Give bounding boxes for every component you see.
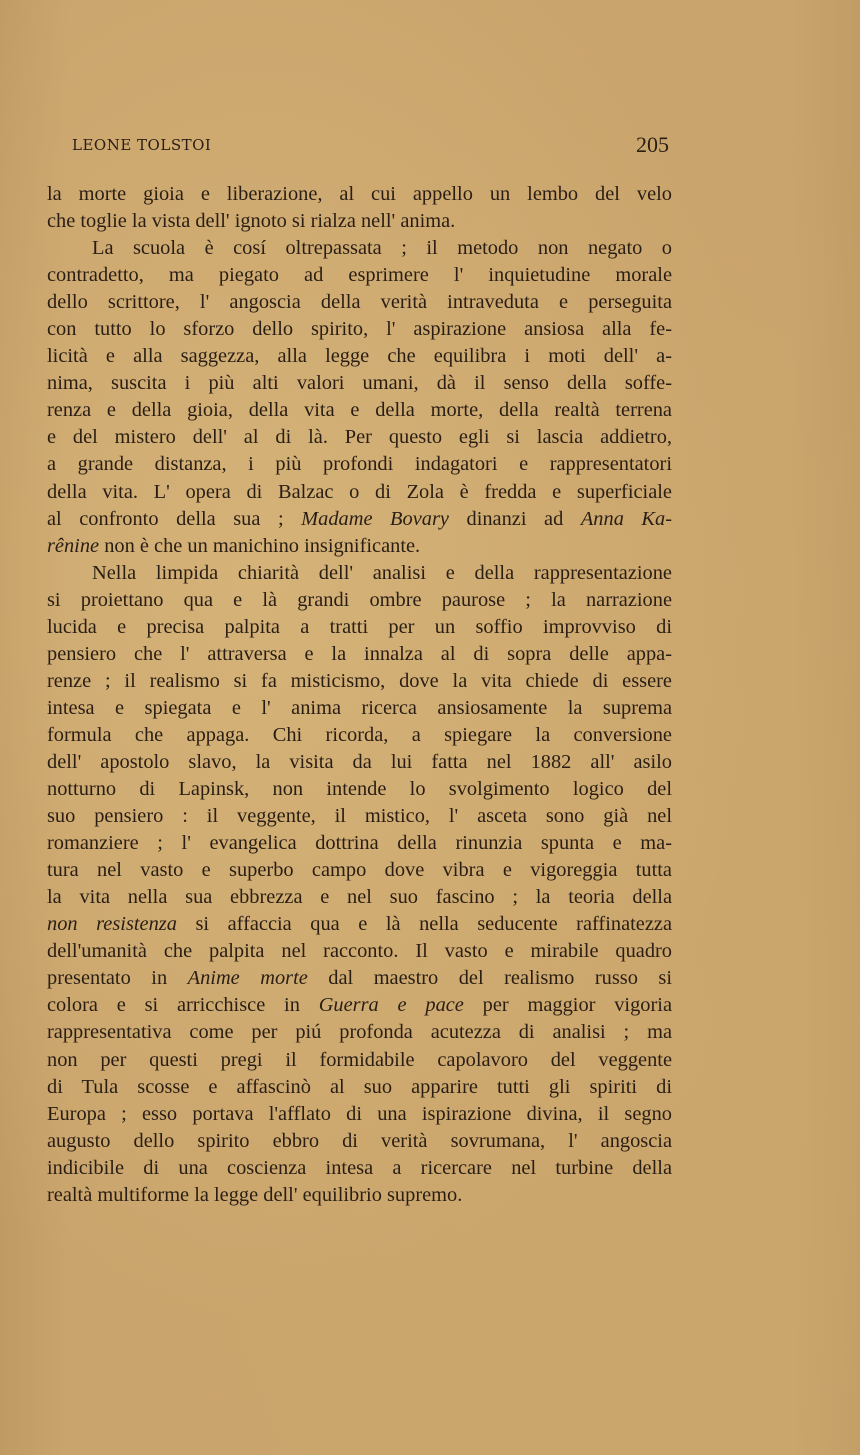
- body-text: [47, 181, 672, 1209]
- text-line: [47, 397, 672, 424]
- text-run: di Tula scosse e affascinò al suo apparire tutti gli spiriti di: [47, 1075, 672, 1098]
- text-line: [47, 1128, 672, 1155]
- text-run: pensiero che l' attraversa e la innalza al di sopra delle appa-: [47, 642, 672, 665]
- text-line: [47, 749, 672, 776]
- text-run: la morte gioia e liberazione, al cui appello un lembo del velo: [47, 183, 672, 205]
- text-run: nima, suscita i più alti valori umani, dà il senso della soffe-: [47, 372, 672, 395]
- text-run: renze ; il realismo si fa misticismo, dove la vita chiede di essere: [47, 669, 672, 692]
- text-line: [47, 235, 672, 262]
- text-line: [47, 1101, 672, 1128]
- text-line: [47, 911, 672, 938]
- text-run: si proiettano qua e là grandi ombre paurose ; la narrazione: [47, 588, 672, 611]
- text-run: dal maestro del realismo russo si: [307, 967, 672, 990]
- text-run: e del mistero dell' al di là. Per questo egli si lascia addietro,: [47, 426, 672, 449]
- italic-title: Guerra e pace: [318, 994, 464, 1017]
- text-line: [47, 803, 672, 830]
- text-line: [47, 992, 672, 1019]
- text-run: formula che appaga. Chi ricorda, a spiegare la conversione: [47, 723, 672, 746]
- text-run: a grande distanza, i più profondi indagatori e rappresentatori: [47, 453, 672, 476]
- text-line: [47, 1155, 672, 1182]
- text-run: contradetto, ma piegato ad esprimere l' inquietudine morale: [47, 264, 672, 287]
- text-line: [47, 1182, 672, 1209]
- text-line: [47, 262, 672, 289]
- text-line: [47, 451, 672, 478]
- text-line: [47, 289, 672, 316]
- italic-title: non resistenza: [47, 913, 177, 936]
- text-run: non per questi pregi il formidabile capolavoro del veggente: [47, 1048, 672, 1071]
- text-run: colora e si arricchisce in: [47, 994, 319, 1017]
- text-run: dello scrittore, l' angoscia della verità intraveduta e perseguita: [47, 291, 672, 314]
- text-line: [47, 533, 672, 560]
- text-run: La scuola è cosí oltrepassata ; il metodo non negato o: [92, 237, 672, 260]
- text-line: [47, 668, 672, 695]
- text-line: [47, 424, 672, 451]
- text-run: intesa e spiegata e l' anima ricerca ansiosamente la suprema: [47, 696, 672, 719]
- text-line: [47, 614, 672, 641]
- text-line: [47, 884, 672, 911]
- text-line: [47, 830, 672, 857]
- italic-title: Madame Bovary: [301, 507, 449, 530]
- text-line: [47, 506, 672, 533]
- text-run: realtà multiforme la legge dell' equilibrio supremo.: [47, 1183, 463, 1206]
- text-line: [47, 722, 672, 749]
- text-line: [47, 587, 672, 614]
- text-line: [47, 316, 672, 343]
- text-run: augusto dello spirito ebbro di verità sovrumana, l' angoscia: [47, 1129, 672, 1152]
- text-run: per maggior vigoria: [463, 994, 672, 1017]
- text-line: [47, 370, 672, 397]
- text-run: al confronto della sua ;: [47, 507, 302, 530]
- text-run: la vita nella sua ebbrezza e nel suo fascino ; la teoria della: [47, 886, 672, 909]
- text-line: [47, 776, 672, 803]
- text-run: renza e della gioia, della vita e della morte, della realtà terrena: [47, 399, 672, 422]
- text-run: tura nel vasto e superbo campo dove vibra e vigoreggia tutta: [47, 859, 672, 882]
- text-line: [47, 1074, 672, 1101]
- text-run: della vita. L' opera di Balzac o di Zola è fredda e superficiale: [47, 480, 672, 503]
- text-line: [47, 938, 672, 965]
- text-run: dell' apostolo slavo, la visita da lui fatta nel 1882 all' asilo: [47, 750, 672, 773]
- text-run: presentato in: [47, 967, 188, 990]
- text-line: [47, 857, 672, 884]
- text-line: [47, 343, 672, 370]
- text-line: [47, 1047, 672, 1074]
- text-run: si affaccia qua e là nella seducente raffinatezza: [176, 913, 672, 936]
- text-run: rappresentativa come per piú profonda acutezza di analisi ; ma: [47, 1021, 672, 1044]
- text-line: [47, 479, 672, 506]
- text-line: [47, 1019, 672, 1046]
- text-run: con tutto lo sforzo dello spirito, l' aspirazione ansiosa alla fe-: [47, 318, 672, 341]
- text-run: dinanzi ad: [448, 507, 581, 530]
- text-run: indicibile di una coscienza intesa a ricercare nel turbine della: [47, 1156, 672, 1179]
- running-head: LEONE TOLSTOI: [72, 136, 212, 154]
- text-run: Nella limpida chiarità dell' analisi e della rappresentazione: [92, 561, 672, 584]
- italic-title: Anime morte: [187, 967, 308, 990]
- text-run: dell'umanità che palpita nel racconto. Il vasto e mirabile quadro: [47, 940, 672, 963]
- text-run: suo pensiero : il veggente, il mistico, l' asceta sono già nel: [47, 805, 672, 828]
- text-run: romanziere ; l' evangelica dottrina della rinunzia spunta e ma-: [47, 832, 672, 855]
- text-line: [47, 181, 672, 208]
- text-run: non è che un manichino insignificante.: [99, 534, 421, 557]
- text-line: [47, 965, 672, 992]
- text-line: [47, 695, 672, 722]
- text-line: [47, 641, 672, 668]
- italic-title: rênine: [47, 534, 100, 557]
- text-run: Europa ; esso portava l'afflato di una ispirazione divina, il segno: [47, 1102, 672, 1125]
- page-number: 205: [636, 132, 669, 157]
- text-run: lucida e precisa palpita a tratti per un soffio improvviso di: [47, 615, 672, 638]
- text-line: [47, 560, 672, 587]
- text-run: che toglie la vista dell' ignoto si rialza nell' anima.: [47, 210, 456, 233]
- text-run: licità e alla saggezza, alla legge che equilibra i moti dell' a-: [47, 345, 672, 368]
- italic-title: Anna Ka-: [580, 507, 673, 530]
- text-line: [47, 208, 672, 235]
- text-run: notturno di Lapinsk, non intende lo svolgimento logico del: [47, 778, 672, 801]
